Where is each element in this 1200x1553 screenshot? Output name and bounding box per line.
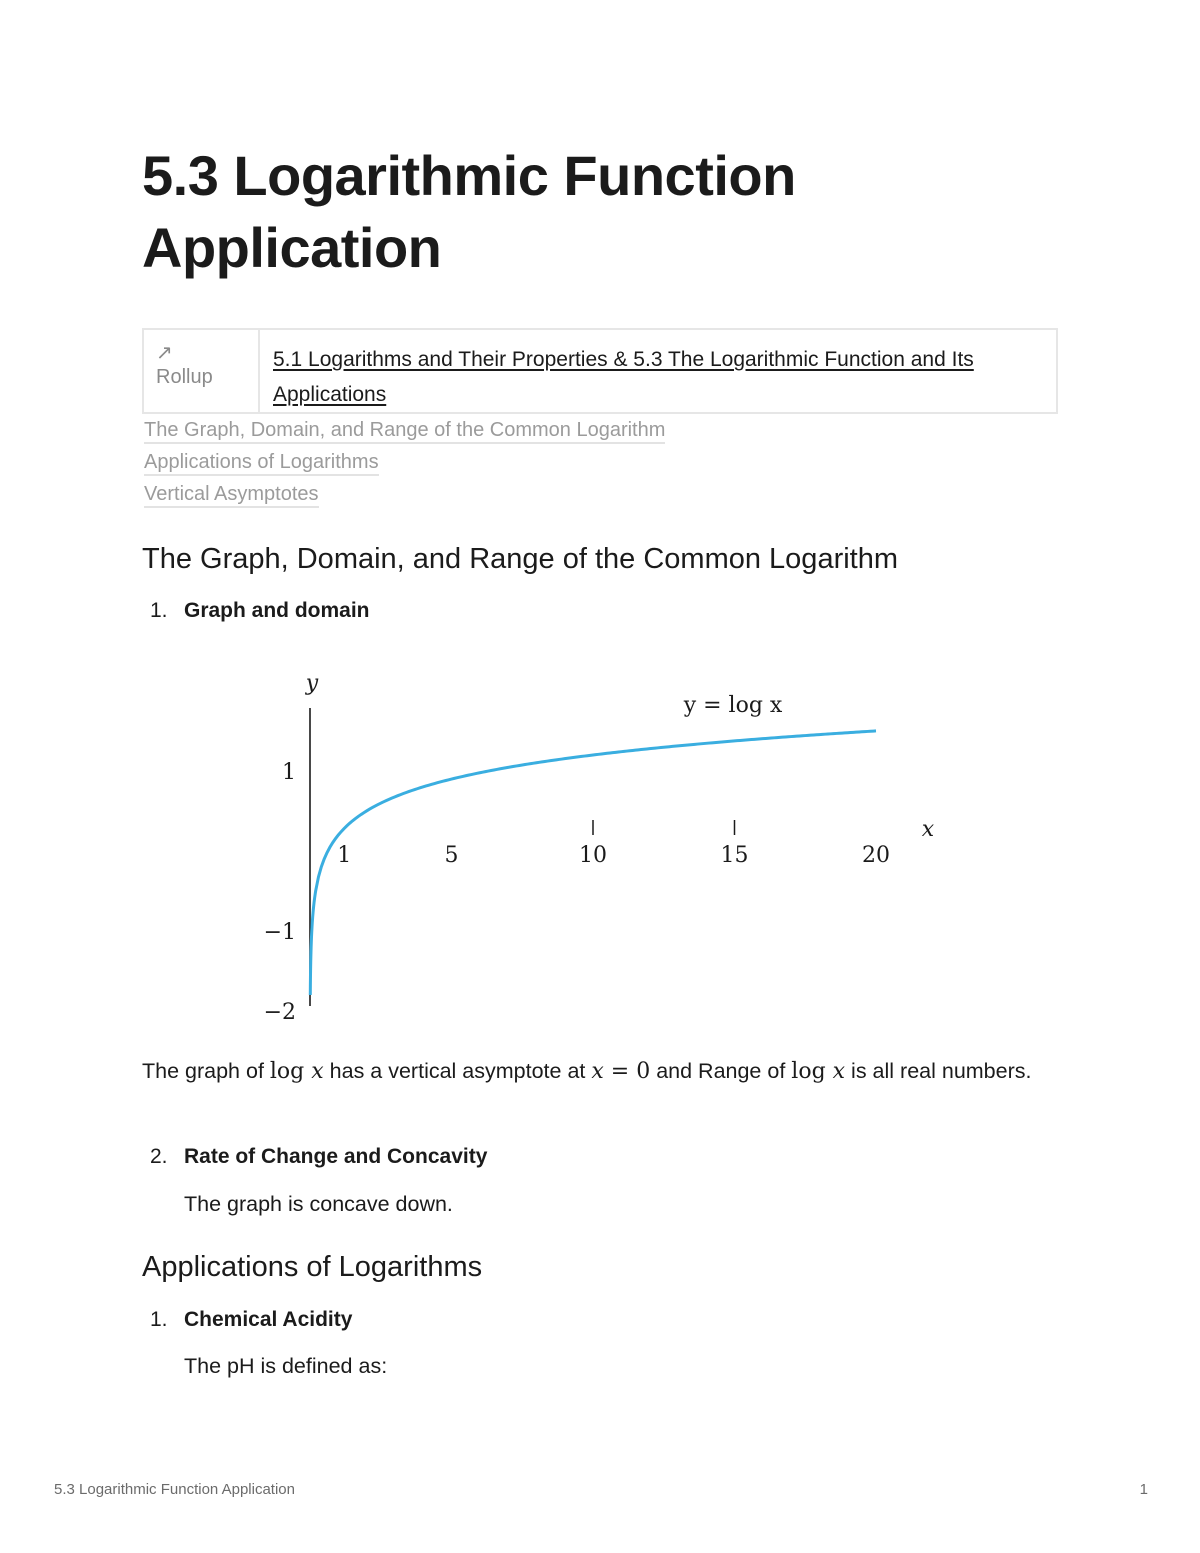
list-number: 1. (150, 1308, 168, 1331)
y-tick-label-1: 1 (282, 760, 296, 785)
list-item-label: Chemical Acidity (184, 1308, 353, 1331)
toc-link-vertical-asymptotes[interactable]: Vertical Asymptotes (144, 482, 665, 514)
math-log-x: log x (791, 1059, 846, 1084)
list-number: 1. (150, 599, 168, 622)
x-tick-label-5: 5 (444, 843, 459, 868)
x-tick-label-10: 10 (579, 843, 607, 868)
list-item-graph-domain (150, 597, 370, 625)
property-key-label: Rollup (156, 366, 213, 388)
curve-label: y = log x (683, 693, 783, 718)
list-item-chemical-acidity (150, 1306, 352, 1334)
x-tick-label-1: 1 (337, 843, 352, 868)
x-tick-label-15: 15 (720, 843, 749, 868)
list-item-rate-of-change (150, 1143, 487, 1171)
y-tick-label--2: −2 (263, 1000, 296, 1020)
toc-link-applications[interactable]: Applications of Logarithms (144, 450, 665, 482)
log-chart (250, 660, 950, 1020)
arrow-up-right-icon: ↗ (156, 342, 173, 364)
list-number: 2. (150, 1145, 168, 1168)
property-table (142, 328, 1058, 414)
toc-link-graph[interactable]: The Graph, Domain, and Range of the Common Logarithm (144, 418, 665, 450)
footer-title: 5.3 Logarithmic Function Application (54, 1481, 295, 1498)
graph-description: The graph of log x has a vertical asymptote at x = 0 and Range of log x is all real numbers. (142, 1059, 1032, 1084)
x-axis-label: x (921, 817, 935, 842)
table-of-contents (144, 418, 665, 514)
list-item-label: Graph and domain (184, 599, 370, 622)
property-key (144, 330, 260, 412)
rollup-link[interactable]: 5.1 Logarithms and Their Properties & 5.3 The Logarithmic Function and Its Applications (273, 348, 974, 406)
section-heading-applications: Applications of Logarithms (142, 1251, 483, 1283)
y-tick-label--1: −1 (263, 920, 296, 945)
page-title: 5.3 Logarithmic Function Application (142, 144, 796, 279)
list-item-label: Rate of Change and Concavity (184, 1145, 488, 1168)
math-log-x: log x (269, 1059, 324, 1084)
math-x-equals-zero: x = 0 (591, 1059, 651, 1084)
ph-definition-text: The pH is defined as: (184, 1354, 388, 1378)
x-tick-label-20: 20 (862, 843, 890, 868)
page-number: 1 (1139, 1481, 1148, 1498)
x-tick-group (337, 820, 890, 868)
y-tick-group (264, 760, 296, 1020)
section-heading-graph: The Graph, Domain, and Range of the Common Logarithm (142, 543, 899, 575)
concavity-text: The graph is concave down. (184, 1192, 453, 1216)
property-value (260, 330, 1056, 412)
y-axis-label: y (305, 671, 319, 696)
